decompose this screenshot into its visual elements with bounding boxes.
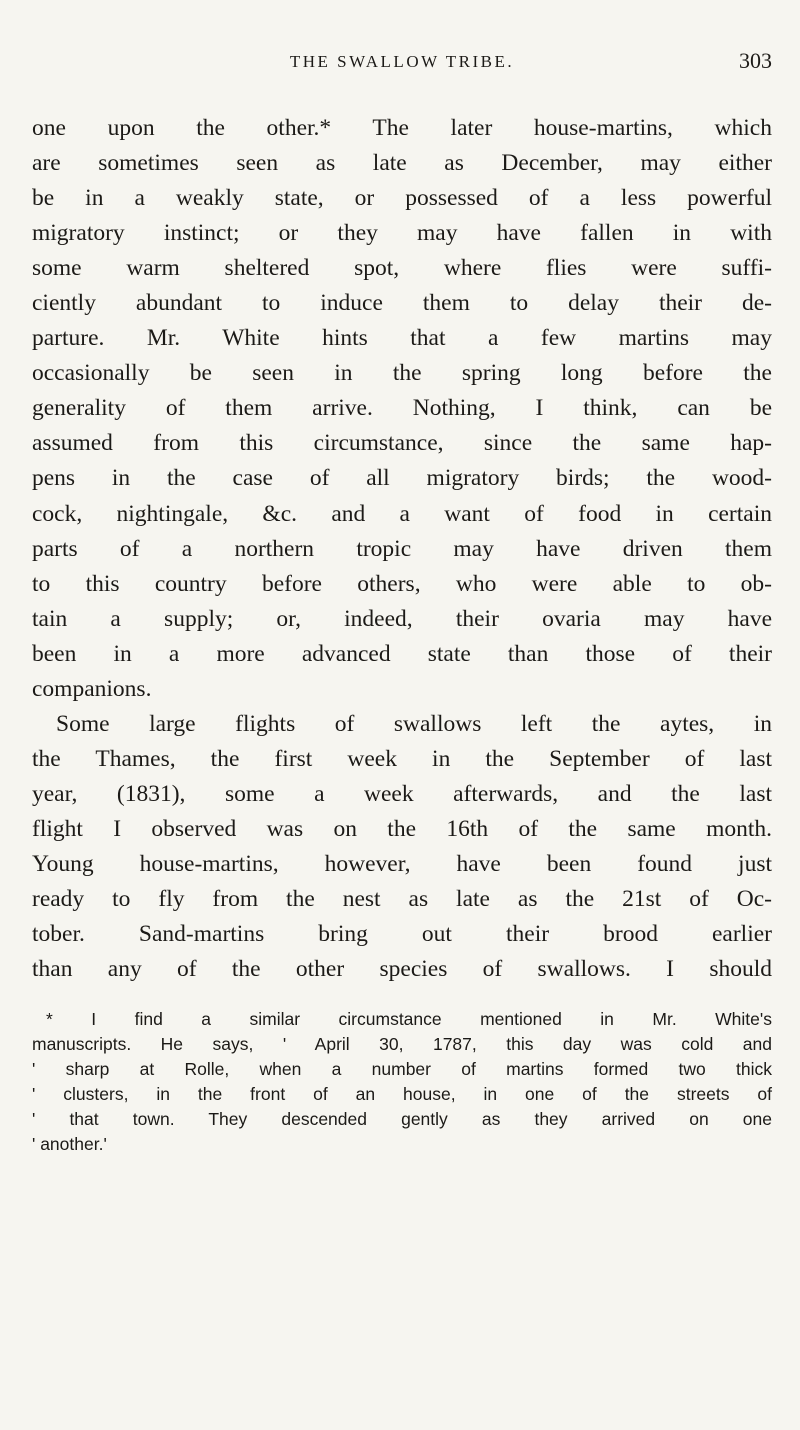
text-line: cock, nightingale, &c. and a want of food in certain <box>32 500 772 527</box>
text-line: than any of the other species of swallows. I should <box>32 956 772 983</box>
text-line: tober. Sand-martins bring out their brood earlier <box>32 921 772 948</box>
text-line: ciently abundant to induce them to delay their de- <box>32 290 772 317</box>
footnote-line: ' sharp at Rolle, when a number of martins formed two thick <box>32 1059 772 1079</box>
text-line: parture. Mr. White hints that a few martins may <box>32 325 772 352</box>
text-line: parts of a northern tropic may have driven them <box>32 535 772 562</box>
paragraph-first-line: Some large flights of swallows left the aytes, in <box>56 710 772 737</box>
running-head <box>32 48 772 78</box>
text-line: Young house-martins, however, have been found just <box>32 850 772 877</box>
text-line: the Thames, the first week in the September of last <box>32 745 772 772</box>
footnote-line: ' clusters, in the front of an house, in one of the streets of <box>32 1084 772 1104</box>
text-line: to this country before others, who were able to ob- <box>32 570 772 597</box>
text-line: year, (1831), some a week afterwards, and the last <box>32 780 772 807</box>
book-page <box>32 0 772 1430</box>
footnote-line: ' that town. They descended gently as they arrived on one <box>32 1109 772 1129</box>
text-line: be in a weakly state, or possessed of a less powerful <box>32 185 772 212</box>
text-line: pens in the case of all migratory birds; the wood- <box>32 465 772 492</box>
running-title: THE SWALLOW TRIBE. <box>289 52 515 71</box>
text-line: companions. <box>32 675 152 702</box>
page-number: 303 <box>739 48 772 73</box>
text-line: tain a supply; or, indeed, their ovaria may have <box>32 605 772 632</box>
text-line: some warm sheltered spot, where flies were suffi- <box>32 255 772 282</box>
text-line: been in a more advanced state than those of their <box>32 640 772 667</box>
text-line: ready to fly from the nest as late as the 21st of Oc- <box>32 886 772 913</box>
footnote-line: manuscripts. He says, ' April 30, 1787, this day was cold and <box>32 1034 772 1054</box>
text-line: generality of them arrive. Nothing, I think, can be <box>32 395 772 422</box>
text-line: assumed from this circumstance, since the same hap- <box>32 430 772 457</box>
text-line: flight I observed was on the 16th of the same month. <box>32 815 772 842</box>
text-line: migratory instinct; or they may have fallen in with <box>32 220 772 247</box>
text-line: one upon the other.* The later house-martins, which <box>32 115 772 141</box>
footnote-line: * I find a similar circumstance mentioned in Mr. White's <box>46 1009 772 1029</box>
body-text <box>32 111 772 987</box>
footnote-line: ' another.' <box>32 1134 107 1154</box>
text-line: occasionally be seen in the spring long before the <box>32 360 772 387</box>
text-line: are sometimes seen as late as December, may either <box>32 150 772 177</box>
footnote <box>32 1007 772 1157</box>
